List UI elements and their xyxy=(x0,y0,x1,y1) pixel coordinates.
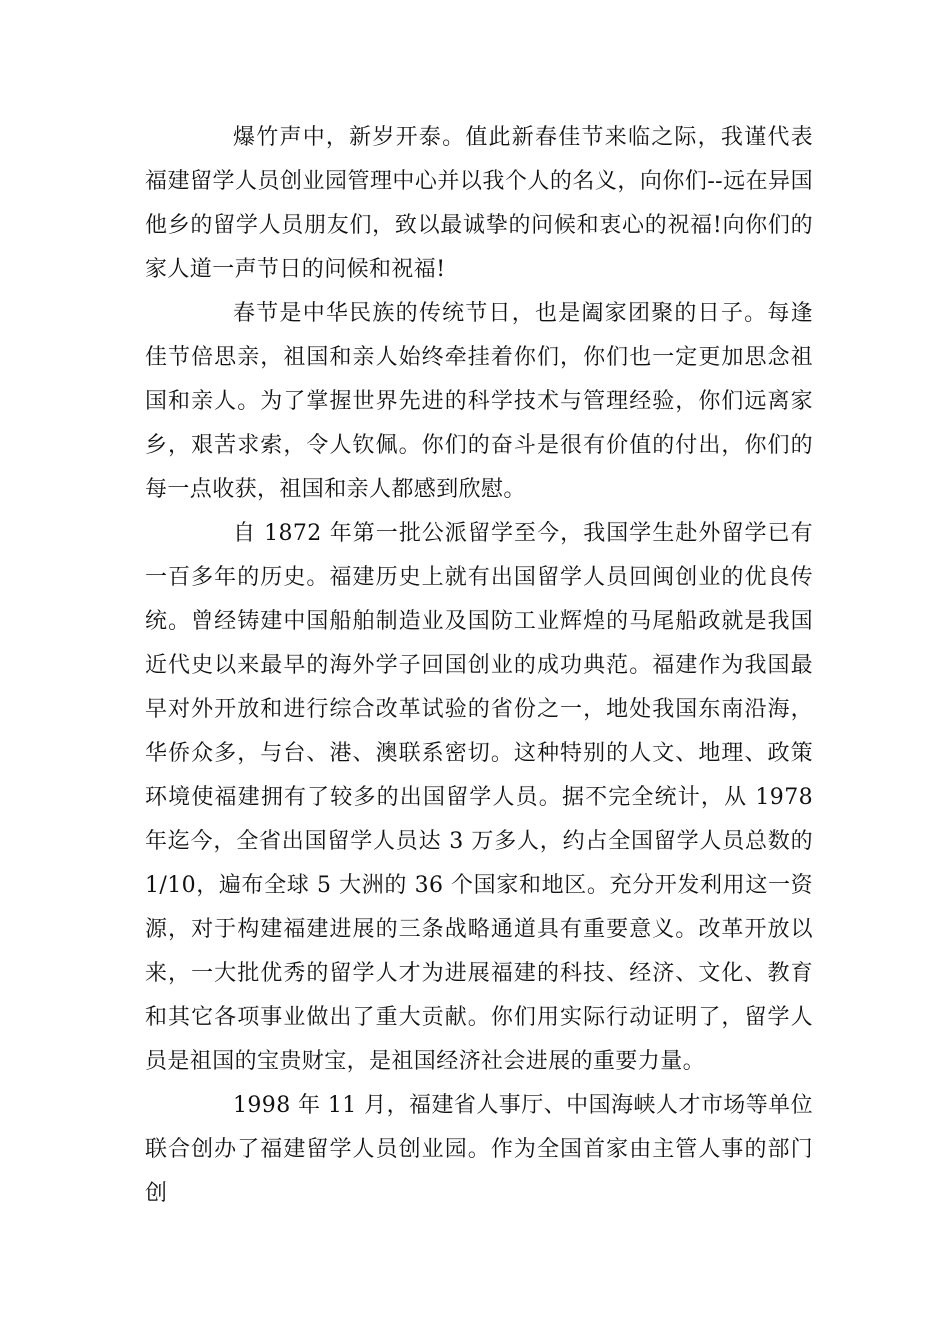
paragraph-greeting: 爆竹声中，新岁开泰。值此新春佳节来临之际，我谨代表福建留学人员创业园管理中心并以我个人的名义，向你们--远在异国他乡的留学人员朋友们，致以最诚挚的问候和衷心的祝福!向你们的家人道一声节日的问候和祝福! xyxy=(145,125,813,282)
paragraph-history: 自 1872 年第一批公派留学至今，我国学生赴外留学已有一百多年的历史。福建历史上就有出国留学人员回闽创业的优良传统。曾经铸建中国船舶制造业及国防工业辉煌的马尾船政就是我国近代史以来最早的海外学子回国创业的成功典范。福建作为我国最早对外开放和进行综合改革试验的省份之一，地处我国东南沿海，华侨众多，与台、港、澳联系密切。这种特别的人文、地理、政策环境使福建拥有了较多的出国留学人员。据不完全统计，从 1978 年迄今，全省出国留学人员达 3 万多人，约占全国留学人员总数的 1/10，遍布全球 5 大洲的 36 个国家和地区。充分开发利用这一资源，对于构建福建进展的三条战略通道具有重要意义。改革开放以来，一大批优秀的留学人才为进展福建的科技、经济、文化、教育和其它各项事业做出了重大贡献。你们用实际行动证明了，留学人员是祖国的宝贵财宝，是祖国经济社会进展的重要力量。 xyxy=(145,521,813,1074)
paragraph-park-founding: 1998 年 11 月，福建省人事厅、中国海峡人才市场等单位联合创办了福建留学人员创业园。作为全国首家由主管人事的部门创 xyxy=(145,1093,813,1206)
document-body xyxy=(145,116,813,1216)
paragraph-spring-festival: 春节是中华民族的传统节日，也是阖家团聚的日子。每逢佳节倍思亲，祖国和亲人始终牵挂着你们，你们也一定更加思念祖国和亲人。为了掌握世界先进的科学技术与管理经验，你们远离家乡，艰苦求索，令人钦佩。你们的奋斗是很有价值的付出，你们的每一点收获，祖国和亲人都感到欣慰。 xyxy=(145,301,813,502)
